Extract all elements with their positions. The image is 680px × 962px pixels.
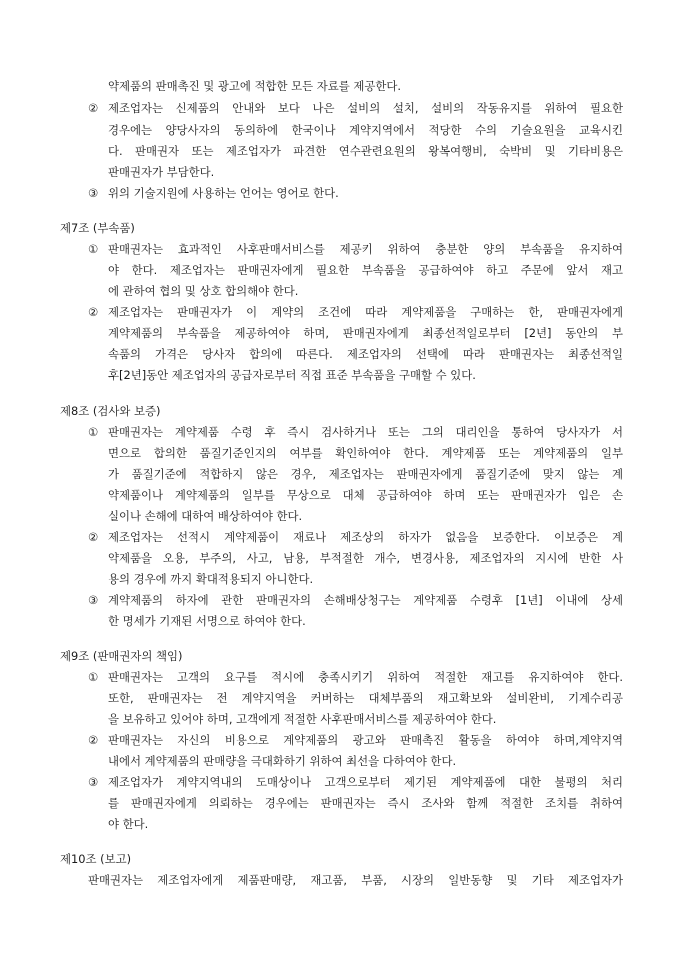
item-marker: ③ bbox=[88, 593, 99, 607]
text-line: 에 관하여 협의 및 상호 합의해야 한다. bbox=[108, 284, 299, 298]
text-line: 판매권자는 고객의 요구를 적시에 충족시키기 위하여 적절한 재고를 유지하여야 한다. bbox=[108, 670, 623, 684]
text-line: 계약제품의 하자에 관한 판매권자의 손해배상청구는 계약제품 수령후 [1년] 이내에 상세 bbox=[108, 593, 623, 607]
item-marker: ② bbox=[88, 530, 99, 544]
text-line: 면으로 합의한 품질기준인지의 여부를 확인하여야 한다. 계약제품 또는 계약제품의 일부 bbox=[108, 446, 623, 460]
text-line: 를 판매권자에게 의뢰하는 경우에는 판매권자는 즉시 조사와 함께 적절한 조치를 취하여 bbox=[108, 796, 623, 810]
text-line: 다. 판매권자 또는 제조업자가 파견한 연수관련요원의 왕복여행비, 숙박비 및 기타비용은 bbox=[108, 144, 623, 158]
text-line: 계약제품의 부속품을 제공하여야 하며, 판매권자에게 최종선적일로부터 [2년] 동안의 부 bbox=[108, 326, 623, 340]
text-line: 야 한다. bbox=[108, 817, 149, 831]
text-line: 약제품을 오용, 부주의, 사고, 남용, 부적절한 개수, 변경사용, 제조업자의 지시에 반한 사 bbox=[108, 551, 623, 565]
item-marker: ① bbox=[88, 425, 99, 439]
article-heading: 제7조 (부속품) bbox=[60, 221, 135, 235]
text-line: 을 보유하고 있어야 하며, 고객에게 적절한 사후판매서비스를 제공하여야 한다. bbox=[108, 712, 497, 726]
article-heading: 제10조 (보고) bbox=[60, 852, 132, 866]
text-line: 용의 경우에 까지 확대적용되지 아니한다. bbox=[108, 572, 314, 586]
item-marker: ② bbox=[88, 101, 99, 115]
text-line: 위의 기술지원에 사용하는 언어는 영어로 한다. bbox=[108, 186, 339, 200]
item-marker: ② bbox=[88, 733, 99, 747]
text-line: 야 한다. 제조업자는 판매권자에게 필요한 부속품을 공급하여야 하고 주문에 앞서 재고 bbox=[108, 263, 623, 277]
article-heading: 제8조 (검사와 보증) bbox=[60, 404, 161, 418]
item-marker: ① bbox=[88, 242, 99, 256]
text-line: 제조업자가 계약지역내의 도매상이나 고객으로부터 제기된 계약제품에 대한 불평의 처리 bbox=[108, 775, 623, 789]
text-line: 약제품의 판매촉진 및 광고에 적합한 모든 자료를 제공한다. bbox=[108, 79, 402, 93]
text-line: 제조업자는 판매권자가 이 계약의 조건에 따라 계약제품을 구매하는 한, 판매권자에게 bbox=[108, 305, 623, 319]
text-line: 경우에는 양당사자의 동의하에 한국이나 계약지역에서 적당한 수의 기술요원을 교육시킨 bbox=[108, 123, 623, 137]
text-line: 내에서 계약제품의 판매량을 극대화하기 위하여 최선을 다하여야 한다. bbox=[108, 754, 457, 768]
text-line: 한 명세가 기재된 서명으로 하여야 한다. bbox=[108, 614, 306, 628]
text-line: 실이나 손해에 대하여 배상하여야 한다. bbox=[108, 509, 303, 523]
item-marker: ② bbox=[88, 305, 99, 319]
item-marker: ③ bbox=[88, 775, 99, 789]
article-heading: 제9조 (판매권자의 책임) bbox=[60, 649, 183, 663]
text-line: 제조업자는 선적시 계약제품이 재료나 제조상의 하자가 없음을 보증한다. 이보증은 계 bbox=[108, 530, 623, 544]
item-marker: ① bbox=[88, 670, 99, 684]
text-line: 판매권자가 부담한다. bbox=[108, 165, 215, 179]
text-line: 후[2년]동안 제조업자의 공급자로부터 직접 표준 부속품을 구매할 수 있다. bbox=[108, 368, 476, 382]
text-line: 판매권자는 자신의 비용으로 계약제품의 광고와 판매촉진 활동을 하여야 하며,계약지역 bbox=[108, 733, 623, 747]
text-line: 판매권자는 효과적인 사후판매서비스를 제공키 위하여 충분한 양의 부속품을 유지하여 bbox=[108, 242, 623, 256]
text-line: 약제품이나 계약제품의 일부를 무상으로 대체 공급하여야 하며 또는 판매권자가 입은 손 bbox=[108, 488, 623, 502]
text-line: 판매권자는 계약제품 수령 후 즉시 검사하거나 또는 그의 대리인을 통하여 당사자가 서 bbox=[108, 425, 623, 439]
text-line: 또한, 판매권자는 전 계약지역을 커버하는 대체부품의 재고확보와 설비완비, 기계수리공 bbox=[108, 691, 623, 705]
text-line: 판매권자는 제조업자에게 제품판매량, 재고품, 부품, 시장의 일반동향 및 기타 제조업자가 bbox=[88, 873, 623, 887]
text-line: 속품의 가격은 당사자 합의에 따른다. 제조업자의 선택에 따라 판매권자는 최종선적일 bbox=[108, 347, 623, 361]
text-line: 제조업자는 신제품의 안내와 보다 나은 설비의 설치, 설비의 작동유지를 위하여 필요한 bbox=[108, 101, 623, 115]
item-marker: ③ bbox=[88, 186, 99, 200]
text-line: 가 품질기준에 적합하지 않은 경우, 제조업자는 판매권자에게 품질기준에 맞지 않는 계 bbox=[108, 467, 623, 481]
